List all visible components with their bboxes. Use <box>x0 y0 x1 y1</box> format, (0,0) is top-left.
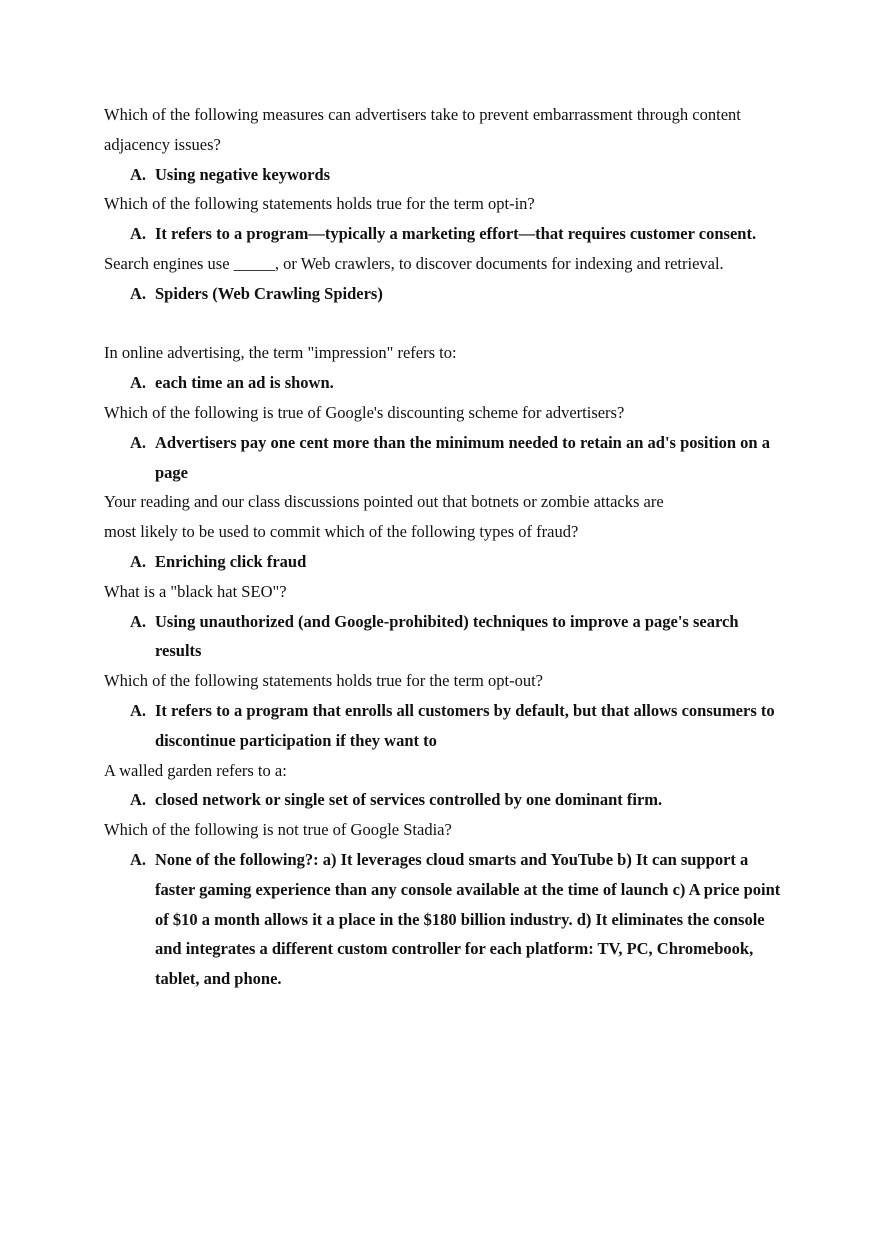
answer-text: Using unauthorized (and Google-prohibited) techniques to improve a page's search results <box>155 611 739 661</box>
answer-letter: A. <box>130 283 147 303</box>
question-6-line-1: Your reading and our class discussions pointed out that botnets or zombie attacks are <box>104 492 664 512</box>
answer-4 <box>104 368 784 398</box>
answer-text: It refers to a program—typically a marketing effort—that requires customer consent. <box>155 224 757 244</box>
answer-text: It refers to a program that enrolls all customers by default, but that allows consumers to discontinue participation if they want to <box>155 700 775 750</box>
answer-3 <box>104 279 784 309</box>
answer-letter: A. <box>130 611 147 631</box>
answer-letter: A. <box>130 164 147 184</box>
answer-1 <box>104 160 784 190</box>
answer-10 <box>104 845 784 994</box>
answer-text: closed network or single set of services controlled by one dominant firm. <box>155 790 663 810</box>
answer-letter: A. <box>130 849 147 869</box>
answer-letter: A. <box>130 373 147 393</box>
question-10: Which of the following is not true of Google Stadia? <box>104 820 452 840</box>
answer-letter: A. <box>130 700 147 720</box>
question-7: What is a "black hat SEO"? <box>104 581 287 601</box>
blank-line <box>104 309 784 339</box>
answer-letter: A. <box>130 551 147 571</box>
answer-letter: A. <box>130 432 147 452</box>
question-3: Search engines use _____, or Web crawlers, to discover documents for indexing and retrieval. <box>104 253 724 273</box>
answer-text: Enriching click fraud <box>155 551 307 571</box>
question-8: Which of the following statements holds true for the term opt-out? <box>104 671 543 691</box>
question-1: Which of the following measures can advertisers take to prevent embarrassment through content adjacency issues? <box>104 105 741 154</box>
answer-letter: A. <box>130 790 147 810</box>
question-5: Which of the following is true of Google's discounting scheme for advertisers? <box>104 402 625 422</box>
answer-letter: A. <box>130 224 147 244</box>
answer-text: None of the following?: a) It leverages cloud smarts and YouTube b) It can support a faster gaming experience than any console available at the time of launch c) A price point of $10 a month allows it a place in the $180 billion industry. d) It eliminates the console and integrates a different custom controller for each platform: TV, PC, Chromebook, tablet, and phone. <box>155 849 781 989</box>
answer-5 <box>104 428 784 488</box>
answer-2 <box>104 219 784 249</box>
answer-text: Using negative keywords <box>155 164 331 184</box>
answer-text: each time an ad is shown. <box>155 373 334 393</box>
answer-6 <box>104 547 784 577</box>
document-page <box>104 100 784 994</box>
question-4: In online advertising, the term "impression" refers to: <box>104 343 457 363</box>
question-2: Which of the following statements holds true for the term opt-in? <box>104 194 535 214</box>
answer-9 <box>104 785 784 815</box>
answer-8 <box>104 696 784 756</box>
question-9: A walled garden refers to a: <box>104 760 287 780</box>
answer-7 <box>104 607 784 667</box>
question-6-line-2: most likely to be used to commit which of the following types of fraud? <box>104 522 579 542</box>
answer-text: Spiders (Web Crawling Spiders) <box>155 283 383 303</box>
answer-text: Advertisers pay one cent more than the minimum needed to retain an ad's position on a page <box>155 432 770 482</box>
